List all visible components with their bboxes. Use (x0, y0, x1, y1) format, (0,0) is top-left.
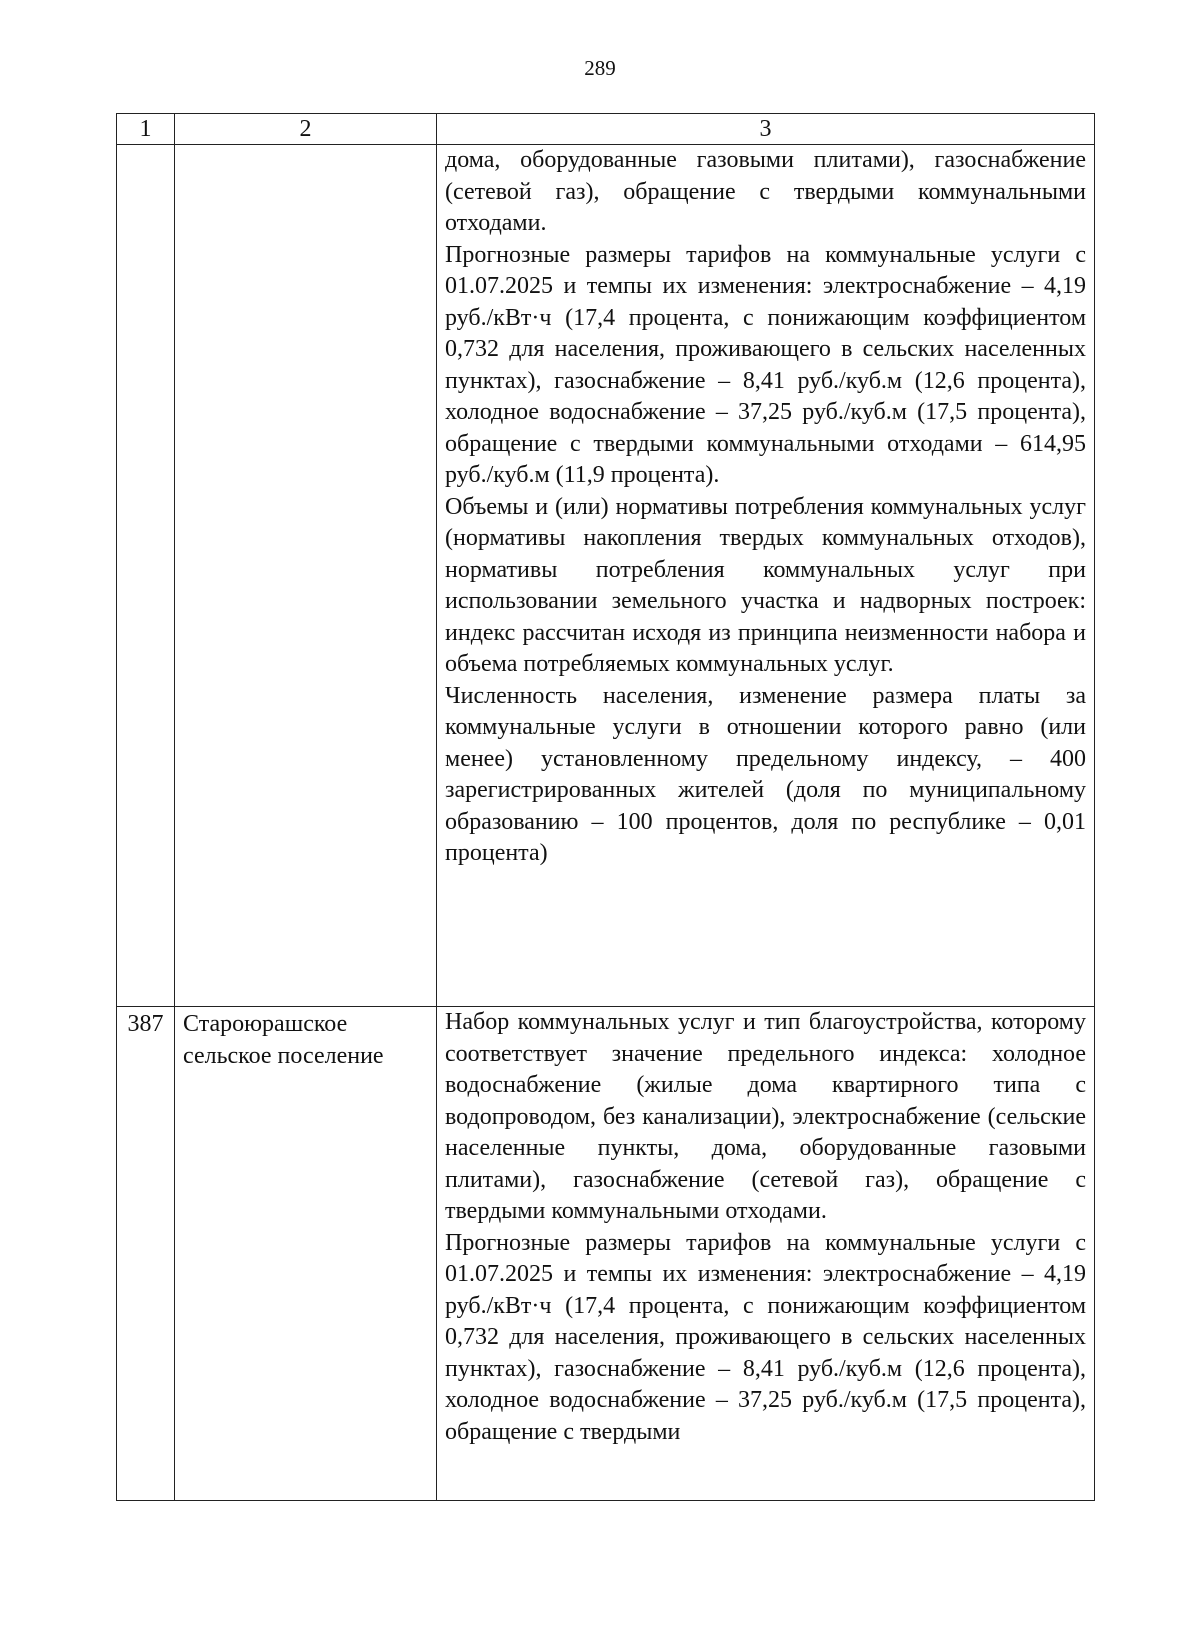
description-clip (445, 1007, 1086, 1495)
description-paragraph: Объемы и (или) нормативы потребления коммунальных услуг (нормативы накопления твердых коммунальных отходов), нормативы потребления коммунальных услуг при использовании земельного участка и надворных построек: индекс рассчитан исходя из принципа неизменности набора и объема потребляемых коммунальных услуг. (445, 493, 1086, 677)
table-row (117, 145, 1095, 1007)
description-paragraph: Прогнозные размеры тарифов на коммунальные услуги с 01.07.2025 и темпы их изменения: электроснабжение – 4,19 руб./кВт·ч (17,4 процента, с понижающим коэффициентом 0,732 для населения, проживающего в сельских населенных пунктах), газоснабжение – 8,41 руб./куб.м (12,6 процента), холодное водоснабжение – 37,25 руб./куб.м (17,5 процента), обращение с твердыми коммунальными отходами – 614,95 руб./куб.м (11,9 процента). (445, 241, 1086, 488)
row-number-cell (117, 145, 175, 1007)
tariff-table (116, 113, 1095, 1501)
table-header-row (117, 114, 1095, 145)
description-paragraph: дома, оборудованные газовыми плитами), газоснабжение (сетевой газ), обращение с твердыми коммунальными отходами. (445, 147, 1086, 236)
row-number-cell: 387 (117, 1007, 175, 1501)
description-paragraph: Численность населения, изменение размера платы за коммунальные услуги в отношении которого равно (или менее) установленному предельному индексу, – 400 зарегистрированных жителей (доля по муниципальному образованию – 100 процентов, доля по республике – 0,01 процента) (445, 682, 1086, 866)
description-cell (437, 145, 1095, 1007)
description-paragraph: Набор коммунальных услуг и тип благоустройства, которому соответствует значение предельного индекса: холодное водоснабжение (жилые дома квартирного типа с водопроводом, без канализации), электроснабжение (сельские населенные пункты, дома, оборудованные газовыми плитами), газоснабжение (сетевой газ), обращение с твердыми коммунальными отходами. (445, 1009, 1086, 1224)
column-header-2: 2 (175, 114, 437, 145)
page-number: 289 (584, 56, 616, 80)
column-header-3: 3 (437, 114, 1095, 145)
description-cell (437, 1007, 1095, 1501)
column-header-1: 1 (117, 114, 175, 145)
settlement-name-cell (175, 145, 437, 1007)
description-paragraph: Прогнозные размеры тарифов на коммунальные услуги с 01.07.2025 и темпы их изменения: электроснабжение – 4,19 руб./кВт·ч (17,4 процента, с понижающим коэффициентом 0,732 для населения, проживающего в сельских населенных пунктах), газоснабжение – 8,41 руб./куб.м (12,6 процента), холодное водоснабжение – 37,25 руб./куб.м (17,5 процента), обращение с твердыми (445, 1229, 1086, 1445)
table-row (117, 1007, 1095, 1501)
settlement-name-cell: Староюрашское сельское поселение (175, 1007, 437, 1501)
